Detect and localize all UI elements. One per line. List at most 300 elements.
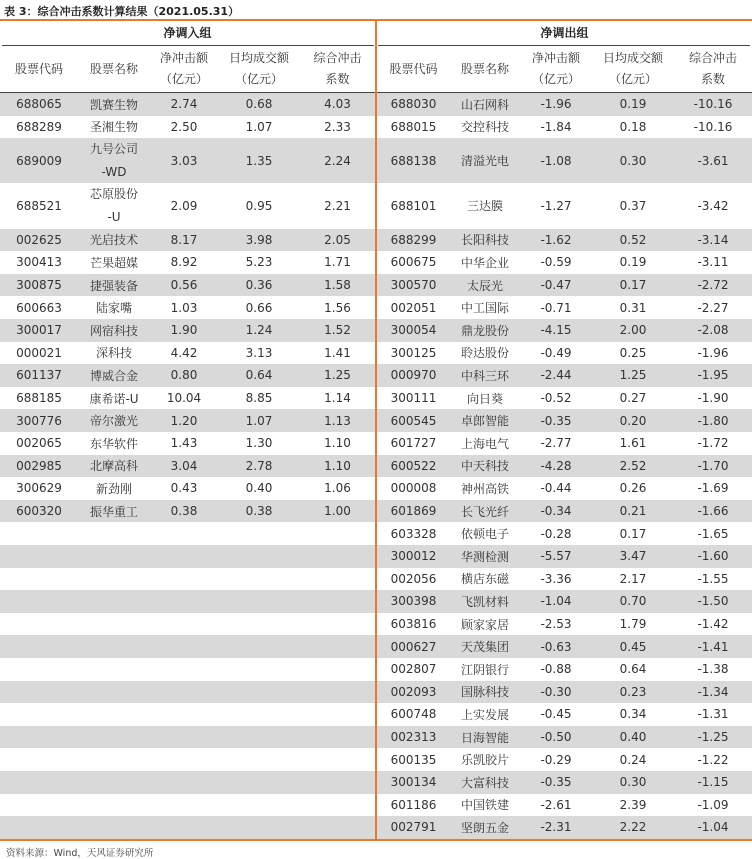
cell-impact: -1.84: [540, 119, 572, 134]
cell-name: [78, 138, 150, 183]
cell-volume: 0.30: [619, 775, 647, 790]
cell-code: 688185: [16, 391, 62, 406]
cell-impact: -0.30: [540, 684, 572, 699]
cell-code: 300398: [390, 594, 437, 609]
cell-code: 600522: [390, 458, 437, 473]
cell-code: 300111: [390, 391, 437, 406]
cell-volume: 0.66: [245, 300, 273, 315]
cell-name: 大富科技: [460, 775, 509, 790]
table-row: [377, 748, 752, 771]
cell-code: 300413: [16, 255, 62, 270]
cell-coef: -1.09: [697, 797, 729, 812]
cell-name: 北摩高科: [89, 459, 138, 474]
table-row: [377, 138, 752, 183]
cell-coef: 1.10: [324, 436, 351, 451]
cell-impact: 0.80: [170, 368, 198, 383]
table-row: [377, 116, 752, 139]
cell-code: 002313: [390, 730, 437, 745]
cell-coef: 2.24: [324, 153, 351, 168]
table-row: [0, 364, 375, 387]
cell-code: 603328: [390, 526, 437, 541]
cell-code: 600320: [16, 504, 62, 519]
header-coef-left: [300, 46, 375, 92]
cell-impact: 2.09: [170, 198, 198, 213]
cell-coef: -1.96: [697, 345, 729, 360]
cell-name: 清溢光电: [460, 154, 509, 169]
table-row: [0, 274, 375, 297]
cell-code: 688521: [16, 198, 62, 213]
cell-coef: -1.50: [697, 594, 729, 609]
cell-volume: 0.21: [619, 504, 647, 519]
table-row: [377, 455, 752, 478]
header-coef-line1: 综合冲击: [688, 51, 737, 65]
cell-volume: 0.64: [245, 368, 273, 383]
cell-code: 300012: [390, 549, 437, 564]
cell-coef: 1.41: [324, 345, 351, 360]
table-row: [377, 613, 752, 636]
cell-volume: 0.52: [619, 232, 647, 247]
cell-volume: 3.13: [245, 345, 273, 360]
table-row: [0, 251, 375, 274]
header-code-left: 股票代码: [14, 61, 63, 76]
cell-impact: -2.53: [540, 617, 572, 632]
cell-impact: 0.38: [170, 504, 198, 519]
cell-name: 捷强装备: [89, 278, 138, 293]
cell-coef: 1.71: [324, 255, 351, 270]
cell-code: 600545: [390, 413, 437, 428]
cell-volume: 1.30: [245, 436, 273, 451]
table-row: [377, 726, 752, 749]
cell-volume: 2.52: [619, 458, 647, 473]
cell-impact: -1.27: [540, 198, 572, 213]
empty-row: [0, 522, 375, 545]
cell-impact: -0.35: [540, 413, 572, 428]
empty-row: [0, 771, 375, 794]
cell-code: 688299: [390, 232, 437, 247]
cell-code: 002051: [390, 300, 437, 315]
cell-volume: 0.64: [619, 662, 647, 677]
cell-coef: -3.42: [697, 198, 729, 213]
cell-code: 601869: [390, 504, 437, 519]
cell-name: 东华软件: [89, 436, 138, 451]
cell-name: 太辰光: [466, 278, 503, 293]
cell-code: 002056: [390, 571, 437, 586]
cell-code: 002791: [390, 820, 437, 835]
cell-volume: 0.17: [619, 278, 647, 293]
cell-name: 神州高铁: [460, 481, 509, 496]
table-row: [377, 658, 752, 681]
cell-coef: -2.72: [697, 278, 729, 293]
cell-coef: -1.80: [697, 413, 729, 428]
empty-row: [0, 726, 375, 749]
cell-name: 山石网科: [460, 97, 509, 112]
cell-impact: -0.29: [540, 752, 572, 767]
cell-coef: -2.08: [697, 323, 729, 338]
header-coef-line2: 系数: [700, 72, 725, 86]
empty-row: [0, 794, 375, 817]
cell-code: 601137: [16, 368, 62, 383]
cell-volume: 0.17: [619, 526, 647, 541]
table-row: [0, 319, 375, 342]
cell-coef: -2.27: [697, 300, 729, 315]
table-row: [377, 568, 752, 591]
empty-row: [0, 748, 375, 771]
header-name-left: 股票名称: [89, 61, 138, 76]
table-row: [377, 816, 752, 839]
cell-impact: -4.15: [540, 323, 572, 338]
cell-impact: -2.44: [540, 368, 572, 383]
cell-coef: -1.72: [697, 436, 729, 451]
table-row: [0, 93, 375, 116]
cell-volume: 0.19: [619, 255, 647, 270]
table-row: [377, 319, 752, 342]
table-row: [377, 545, 752, 568]
cell-volume: 2.22: [619, 820, 647, 835]
cell-coef: 1.25: [324, 368, 351, 383]
cell-volume: 0.27: [619, 391, 647, 406]
cell-impact: 1.43: [170, 436, 198, 451]
header-volume-line1: 日均成交额: [602, 51, 663, 65]
cell-volume: 0.19: [619, 97, 647, 112]
cell-name: 网宿科技: [89, 323, 138, 338]
cell-name: 三达膜: [466, 199, 503, 214]
cell-name: [78, 183, 150, 228]
cell-impact: -5.57: [540, 549, 572, 564]
cell-name: 坚朗五金: [460, 820, 509, 835]
cell-name: 深科技: [95, 346, 132, 361]
cell-name: 聆达股份: [460, 346, 509, 361]
header-name-right: 股票名称: [460, 61, 509, 76]
header-impact-line2: （亿元）: [159, 72, 208, 86]
cell-volume: 0.34: [619, 707, 647, 722]
cell-volume: 0.40: [245, 481, 273, 496]
cell-volume: 1.79: [619, 617, 647, 632]
cell-impact: 0.56: [170, 278, 198, 293]
cell-code: 688065: [16, 97, 62, 112]
cell-volume: 0.40: [619, 730, 647, 745]
cell-name: 交控科技: [460, 120, 509, 135]
cell-code: 002807: [390, 662, 437, 677]
cell-coef: -1.69: [697, 481, 729, 496]
cell-impact: -0.88: [540, 662, 572, 677]
cell-impact: -0.35: [540, 775, 572, 790]
table-row: [377, 387, 752, 410]
cell-volume: 5.23: [245, 255, 273, 270]
cell-code: 002065: [16, 436, 62, 451]
cell-code: 603816: [390, 617, 437, 632]
cell-code: 688138: [390, 153, 437, 168]
cell-name: 中工国际: [460, 301, 509, 316]
cell-volume: 3.47: [619, 549, 647, 564]
cell-code: 688289: [16, 119, 62, 134]
cell-impact: 1.90: [170, 323, 198, 338]
cell-coef: 4.03: [324, 97, 351, 112]
cell-name: 长飞光纤: [460, 504, 509, 519]
cell-name: 中科三环: [460, 368, 509, 383]
cell-volume: 2.00: [619, 323, 647, 338]
cell-name: 鼎龙股份: [460, 323, 509, 338]
cell-impact: 1.03: [170, 300, 198, 315]
cell-coef: -1.25: [697, 730, 729, 745]
table-row: [0, 477, 375, 500]
cell-code: 002625: [16, 232, 62, 247]
table-row: [0, 296, 375, 319]
cell-coef: -1.70: [697, 458, 729, 473]
table-row: [0, 229, 375, 252]
cell-volume: 0.26: [619, 481, 647, 496]
cell-impact: 2.50: [170, 119, 198, 134]
cell-impact: -0.47: [540, 278, 572, 293]
cell-coef: 1.10: [324, 458, 351, 473]
stock-name-line1: 九号公司: [89, 141, 138, 156]
cell-code: 000008: [390, 481, 437, 496]
cell-volume: 3.98: [245, 232, 273, 247]
header-impact-left: [150, 46, 218, 92]
cell-coef: -3.61: [697, 153, 729, 168]
cell-impact: 3.04: [170, 458, 198, 473]
table-row: [0, 409, 375, 432]
table-row: [0, 116, 375, 139]
cell-name: 江阴银行: [460, 662, 509, 677]
cell-impact: 8.17: [170, 232, 198, 247]
table-row: [377, 500, 752, 523]
cell-volume: 0.18: [619, 119, 647, 134]
table-row: [0, 387, 375, 410]
cell-impact: -1.96: [540, 97, 572, 112]
cell-code: 689009: [16, 153, 62, 168]
cell-impact: 0.43: [170, 481, 198, 496]
group-header-left: 净调入组: [163, 26, 212, 40]
cell-impact: -0.49: [540, 345, 572, 360]
cell-name: 陆家嘴: [95, 301, 132, 316]
cell-name: 国脉科技: [460, 685, 509, 700]
cell-code: 300570: [390, 278, 437, 293]
cell-coef: -1.55: [697, 571, 729, 586]
table-row: [377, 251, 752, 274]
table-row: [377, 522, 752, 545]
cell-coef: 2.05: [324, 232, 351, 247]
cell-code: 300017: [16, 323, 62, 338]
table-row: [377, 432, 752, 455]
table-row: [0, 138, 375, 183]
table-row: [377, 794, 752, 817]
cell-volume: 1.35: [245, 153, 273, 168]
cell-name: 依顿电子: [460, 527, 509, 542]
cell-volume: 2.39: [619, 797, 647, 812]
cell-volume: 0.31: [619, 300, 647, 315]
cell-name: 博威合金: [89, 368, 138, 383]
cell-coef: -1.04: [697, 820, 729, 835]
cell-volume: 0.70: [619, 594, 647, 609]
cell-code: 300629: [16, 481, 62, 496]
header-volume-line2: （亿元）: [234, 72, 283, 86]
cell-coef: 2.33: [324, 119, 351, 134]
cell-name: 光启技术: [89, 233, 138, 248]
empty-row: [0, 816, 375, 839]
header-impact-line1: 净冲击额: [531, 51, 580, 65]
cell-coef: -1.60: [697, 549, 729, 564]
cell-code: 688101: [390, 198, 437, 213]
table-row: [377, 342, 752, 365]
cell-impact: 3.03: [170, 153, 198, 168]
cell-coef: 1.00: [324, 504, 351, 519]
header-code-right: 股票代码: [389, 61, 438, 76]
cell-coef: 1.14: [324, 391, 351, 406]
cell-name: 中国铁建: [460, 798, 509, 813]
cell-impact: -2.61: [540, 797, 572, 812]
cell-coef: -1.31: [697, 707, 729, 722]
header-coef-line2: 系数: [325, 72, 350, 86]
table-row: [377, 409, 752, 432]
cell-code: 600663: [16, 300, 62, 315]
cell-name: 横店东磁: [460, 572, 509, 587]
table-row: [377, 771, 752, 794]
cell-name: 乐凯胶片: [460, 753, 509, 768]
cell-coef: -1.41: [697, 639, 729, 654]
table-title: 表 3：综合冲击系数计算结果（2021.05.31）: [4, 5, 240, 18]
source-note: 资料来源：Wind，天风证券研究所: [6, 848, 154, 859]
cell-name: 康希诺-U: [89, 391, 139, 406]
table-row: [377, 703, 752, 726]
cell-coef: -1.66: [697, 504, 729, 519]
table-row: [377, 590, 752, 613]
cell-coef: -1.34: [697, 684, 729, 699]
empty-row: [0, 545, 375, 568]
cell-impact: -0.52: [540, 391, 572, 406]
cell-coef: -1.95: [697, 368, 729, 383]
cell-code: 002093: [390, 684, 437, 699]
table-row: [0, 455, 375, 478]
stock-name-line1: 芯原股份: [89, 186, 138, 201]
cell-name: 新劲刚: [95, 481, 132, 496]
cell-name: 圣湘生物: [89, 120, 138, 135]
cell-volume: 1.25: [619, 368, 647, 383]
table-row: [377, 296, 752, 319]
cell-impact: -0.45: [540, 707, 572, 722]
cell-coef: -3.11: [697, 255, 729, 270]
cell-volume: 0.45: [619, 639, 647, 654]
cell-volume: 0.20: [619, 413, 647, 428]
cell-coef: -1.42: [697, 617, 729, 632]
cell-code: 000970: [390, 368, 437, 383]
empty-row: [0, 681, 375, 704]
cell-impact: 10.04: [166, 391, 202, 406]
table-row: [0, 183, 375, 228]
cell-impact: 4.42: [170, 345, 198, 360]
cell-coef: -3.14: [697, 232, 729, 247]
header-impact-line2: （亿元）: [531, 72, 580, 86]
cell-name: 天茂集团: [460, 640, 509, 655]
cell-coef: 2.21: [324, 198, 351, 213]
table-row: [377, 477, 752, 500]
header-volume-line2: （亿元）: [608, 72, 657, 86]
cell-code: 600675: [390, 255, 437, 270]
table-row: [377, 364, 752, 387]
cell-volume: 8.85: [245, 391, 273, 406]
cell-name: 飞凯材料: [460, 594, 509, 609]
cell-volume: 0.30: [619, 153, 647, 168]
cell-coef: -1.38: [697, 662, 729, 677]
cell-volume: 2.78: [245, 458, 273, 473]
cell-name: 帝尔激光: [89, 414, 138, 429]
header-impact-right: [520, 46, 592, 92]
cell-volume: 1.07: [245, 119, 273, 134]
cell-coef: -1.22: [697, 752, 729, 767]
cell-volume: 1.61: [619, 436, 647, 451]
cell-volume: 0.38: [245, 504, 273, 519]
cell-volume: 0.95: [245, 198, 273, 213]
cell-name: 芒果超媒: [89, 255, 138, 270]
cell-coef: -10.16: [693, 97, 733, 112]
cell-name: 中天科技: [460, 459, 509, 474]
stock-name-line2: -WD: [101, 164, 127, 179]
cell-impact: -3.36: [540, 571, 572, 586]
table-row: [377, 274, 752, 297]
header-volume-line1: 日均成交额: [228, 51, 289, 65]
cell-impact: -0.34: [540, 504, 572, 519]
cell-coef: -1.65: [697, 526, 729, 541]
stock-name-line2: -U: [107, 209, 121, 224]
cell-name: 长阳科技: [460, 233, 509, 248]
cell-impact: 8.92: [170, 255, 198, 270]
table-row: [377, 681, 752, 704]
cell-volume: 0.37: [619, 198, 647, 213]
table-row: [377, 229, 752, 252]
cell-name: 凯赛生物: [89, 97, 138, 112]
cell-code: 600135: [390, 752, 437, 767]
cell-coef: 1.56: [324, 300, 351, 315]
cell-coef: 1.52: [324, 323, 351, 338]
cell-code: 601727: [390, 436, 437, 451]
table-row: [377, 93, 752, 116]
empty-row: [0, 635, 375, 658]
cell-code: 688030: [390, 97, 437, 112]
cell-volume: 0.36: [245, 278, 273, 293]
cell-code: 300875: [16, 278, 62, 293]
cell-impact: -1.04: [540, 594, 572, 609]
cell-name: 卓郎智能: [460, 414, 509, 429]
table-row: [377, 183, 752, 228]
header-coef-line1: 综合冲击: [313, 51, 362, 65]
header-impact-line1: 净冲击额: [159, 51, 208, 65]
cell-impact: -0.63: [540, 639, 572, 654]
cell-impact: -2.77: [540, 436, 572, 451]
cell-impact: 1.20: [170, 413, 198, 428]
cell-name: 上实发展: [460, 707, 509, 722]
empty-row: [0, 658, 375, 681]
middle-divider: [375, 21, 377, 839]
table-row: [0, 342, 375, 365]
cell-impact: -2.31: [540, 820, 572, 835]
cell-code: 000021: [16, 345, 62, 360]
cell-code: 300134: [390, 775, 437, 790]
cell-impact: -1.08: [540, 153, 572, 168]
cell-volume: 0.23: [619, 684, 647, 699]
cell-volume: 0.68: [245, 97, 273, 112]
cell-code: 300776: [16, 413, 62, 428]
cell-impact: -0.50: [540, 730, 572, 745]
header-coef-right: [674, 46, 752, 92]
cell-volume: 0.25: [619, 345, 647, 360]
cell-code: 688015: [390, 119, 437, 134]
cell-code: 002985: [16, 458, 62, 473]
cell-name: 顾家家居: [460, 617, 509, 632]
cell-volume: 2.17: [619, 571, 647, 586]
cell-code: 601186: [390, 797, 437, 812]
cell-volume: 1.07: [245, 413, 273, 428]
cell-coef: 1.58: [324, 278, 351, 293]
cell-code: 000627: [390, 639, 437, 654]
